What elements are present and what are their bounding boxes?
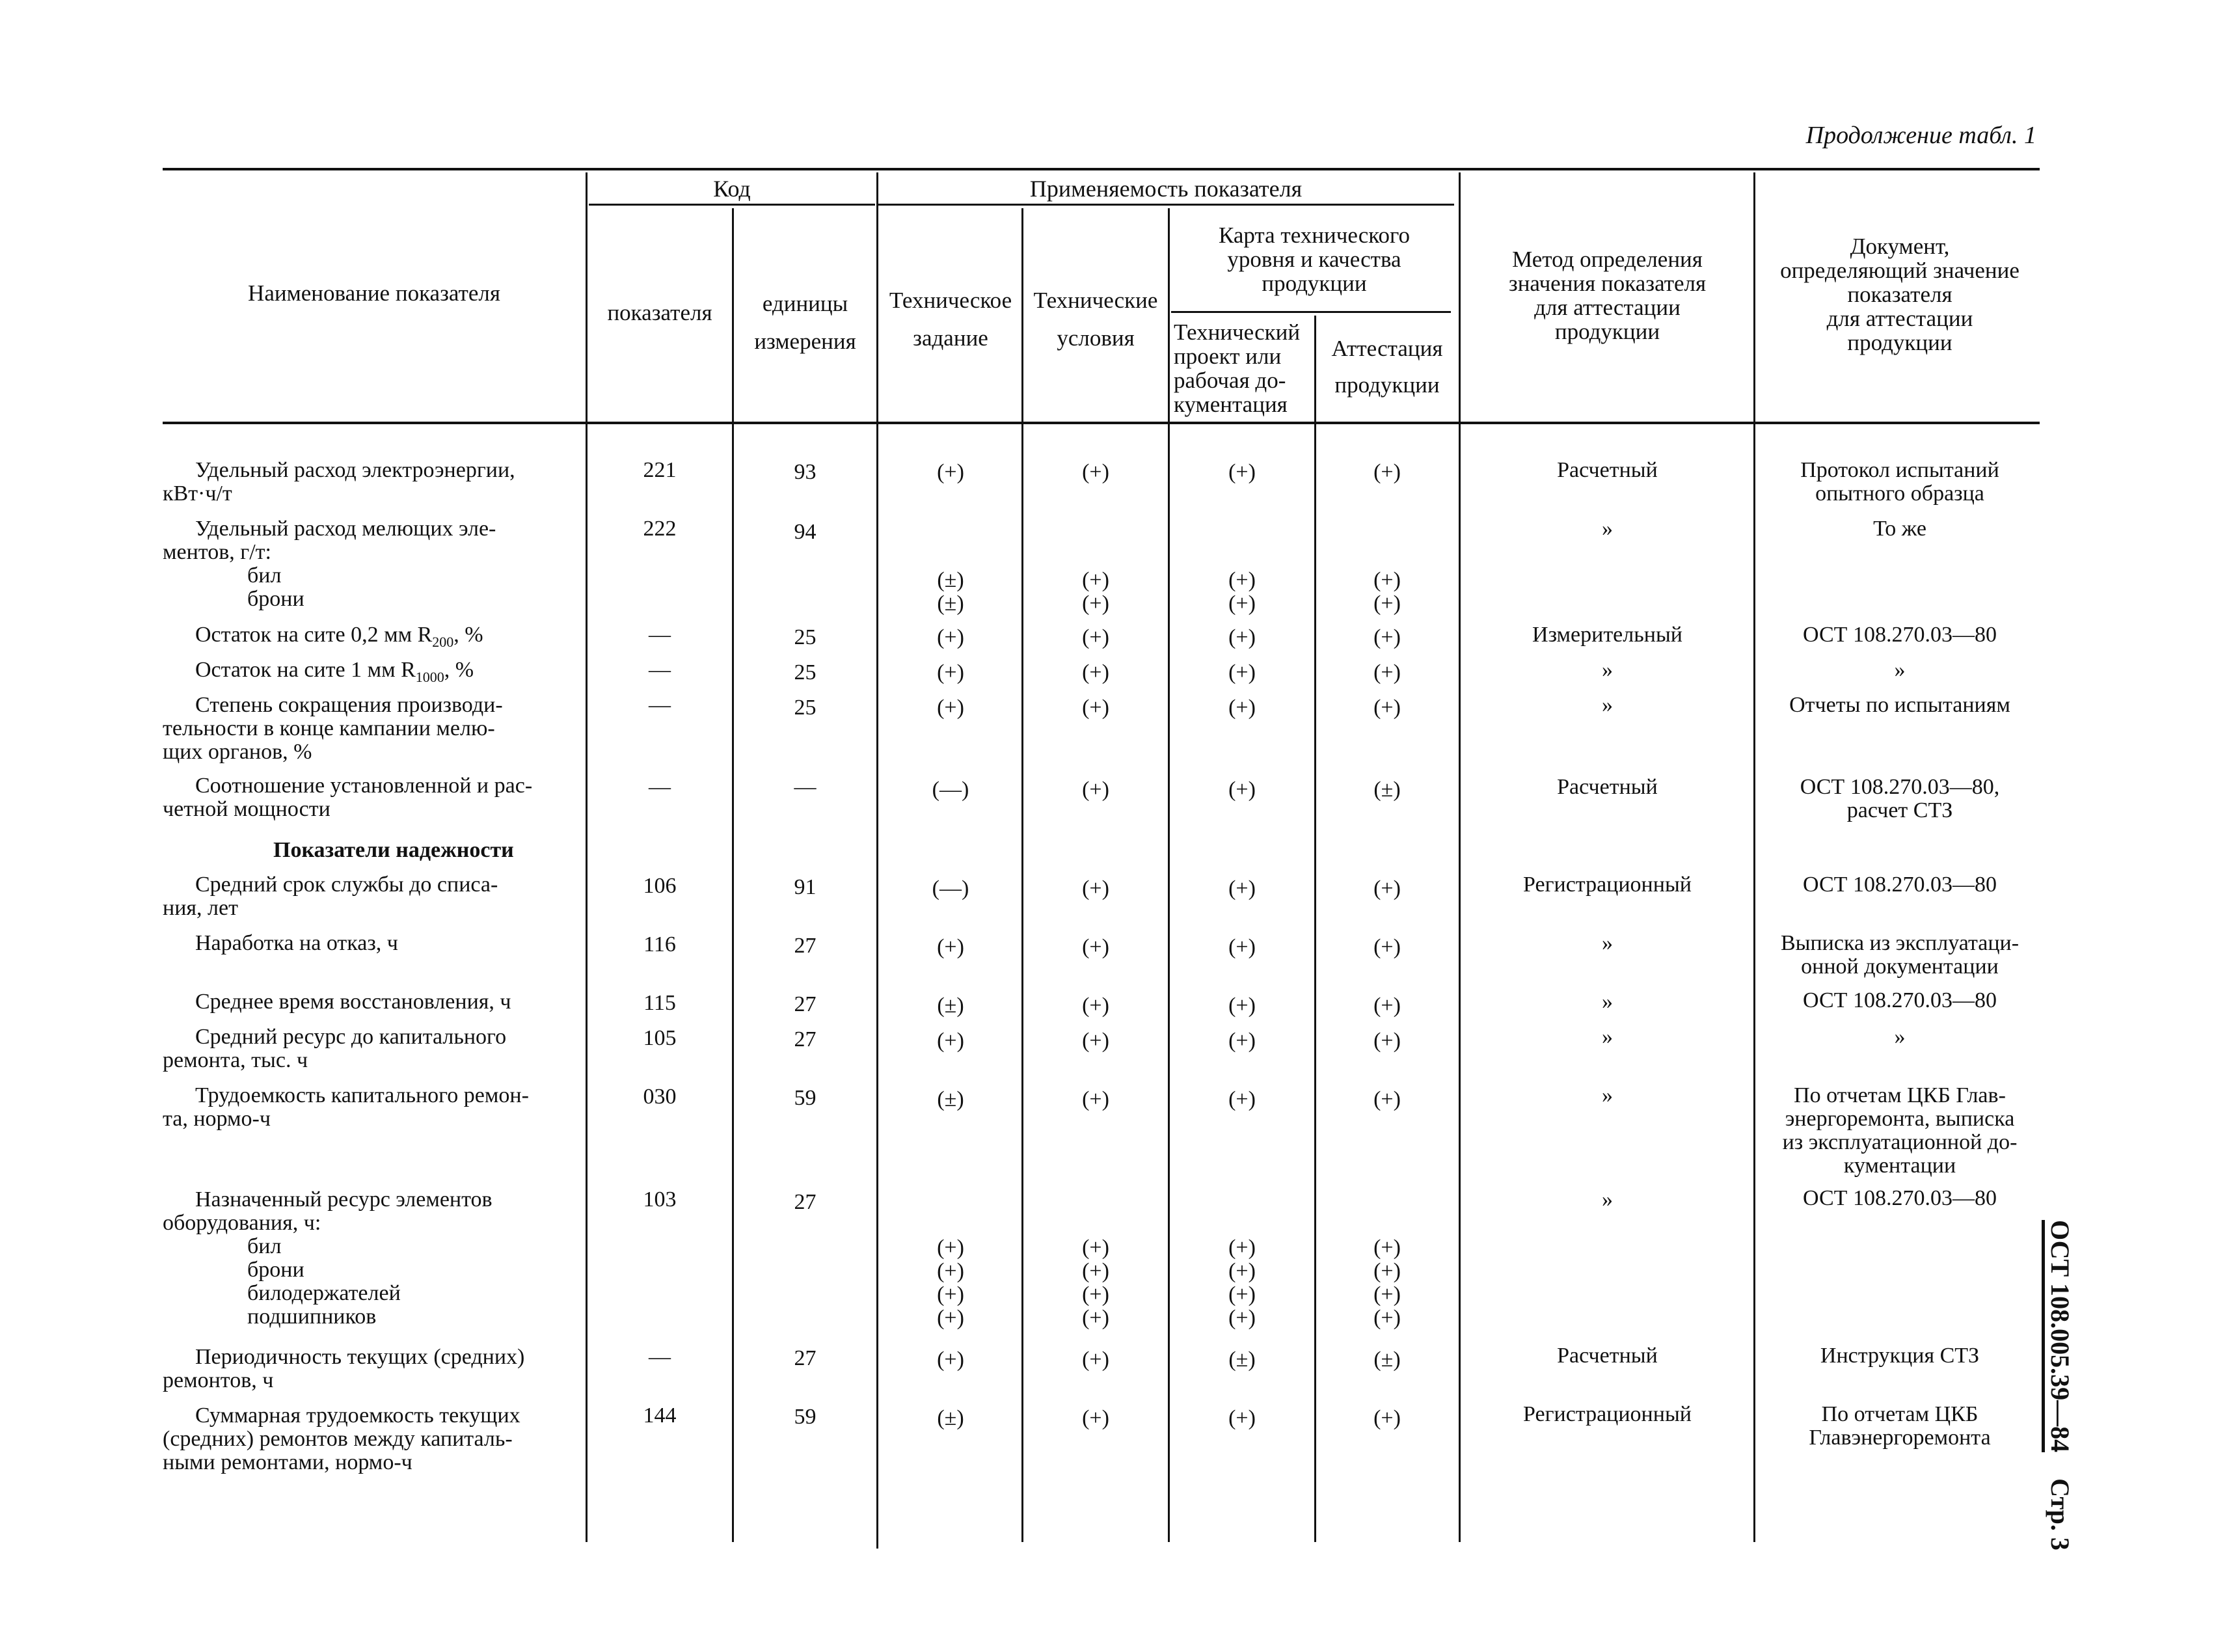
row-name-repair-periodicity: Периодичность текущих (средних) ремонтов, ч [163, 1345, 525, 1392]
row-name-resource-overhaul: Средний ресурс до капитального ремонта, тыс. ч [163, 1025, 507, 1072]
header-document-line4: для аттестации [1826, 306, 1973, 331]
row-document: ОСТ 108.270.03—80 [1803, 623, 1997, 647]
row-document: По отчетам ЦКБ Главэнергоремонта [1809, 1402, 1991, 1450]
row-document: По отчетам ЦКБ Глав- энергоремонта, выписка из эксплуатационной до- кументации [1782, 1083, 2018, 1178]
row-tu: (+) [1082, 1029, 1109, 1053]
row-code: 221 [643, 458, 677, 482]
row-proj: (+) [1228, 660, 1256, 684]
row-unit: 25 [794, 696, 817, 720]
row-unit: 25 [794, 625, 817, 649]
row-tz-sub: (±) (±) [937, 568, 964, 616]
header-applicability: Применяемость показателя [1029, 176, 1303, 202]
row-method: » [1602, 517, 1613, 541]
row-proj: (+) [1228, 696, 1256, 720]
row-code: — [649, 693, 671, 717]
row-code: — [649, 623, 671, 647]
row-code: — [649, 775, 671, 799]
row-method: Регистрационный [1523, 873, 1692, 897]
row-document: ОСТ 108.270.03—80, расчет СТЗ [1800, 775, 2000, 822]
row-tz: (±) [937, 1406, 964, 1430]
header-document-line5: продукции [1847, 330, 1952, 355]
row-tu: (+) [1082, 1347, 1109, 1372]
header-document-line1: Документ, [1850, 234, 1950, 259]
header-method-line3: для аттестации [1534, 295, 1681, 320]
row-tu: (+) [1082, 935, 1109, 959]
row-unit: 27 [794, 1346, 817, 1370]
row-code: 144 [643, 1403, 677, 1428]
row-att: (+) [1373, 876, 1401, 900]
header-card-line3: продукции [1262, 271, 1367, 296]
header-card-line2: уровня и качества [1227, 247, 1401, 272]
row-method: » [1602, 693, 1613, 717]
code-group-rule [589, 204, 875, 206]
row-code: 105 [643, 1026, 677, 1050]
col-divider-unit [876, 172, 878, 1549]
header-attest [1316, 331, 1458, 403]
row-unit: 27 [794, 992, 817, 1016]
row-document: ОСТ 108.270.03—80 [1803, 1186, 1997, 1210]
table-continuation-note: Продолжение табл. 1 [1805, 122, 2036, 149]
row-proj: (±) [1228, 1347, 1256, 1372]
row-att-sub: (+) (+) [1373, 568, 1401, 616]
row-method: Расчетный [1557, 458, 1658, 482]
header-project-line4: кументация [1174, 392, 1288, 417]
row-name-total-repair-labor: Суммарная трудоемкость текущих (средних) ремонтов между капиталь- ными ремонтами, нормо-ч [163, 1403, 520, 1474]
header-tech-cond-line1: Технические [1033, 288, 1158, 313]
row-method: Расчетный [1557, 775, 1658, 799]
row-tz: (+) [937, 935, 964, 959]
header-document [1757, 234, 2043, 355]
col-divider-att [1459, 172, 1461, 1542]
side-document-code: ОСТ 108.005.39—84 [2042, 1220, 2075, 1452]
row-document: Выписка из эксплуатаци- онной документации [1780, 931, 2020, 979]
row-document: ОСТ 108.270.03—80 [1803, 988, 1997, 1012]
header-project-line1: Технический [1174, 319, 1301, 345]
row-document: Отчеты по испытаниям [1789, 693, 2010, 717]
col-divider-tz [1021, 208, 1023, 1542]
header-document-line3: показателя [1847, 282, 1952, 307]
row-tz: (+) [937, 1347, 964, 1372]
row-tz: (+) [937, 460, 964, 484]
row-unit: 59 [794, 1086, 817, 1110]
row-unit: 91 [794, 875, 817, 899]
row-tu: (+) [1082, 876, 1109, 900]
row-unit: 94 [794, 520, 817, 544]
row-tz: (+) [937, 696, 964, 720]
header-method-line4: продукции [1554, 319, 1660, 344]
row-unit: 93 [794, 460, 817, 484]
header-code-unit [735, 285, 875, 360]
row-code: 222 [643, 517, 677, 541]
row-tu: (+) [1082, 460, 1109, 484]
row-method: » [1602, 990, 1613, 1014]
row-att: (+) [1373, 1406, 1401, 1430]
header-tech-task [878, 282, 1023, 357]
row-att-sub: (+) (+) (+) (+) [1373, 1236, 1401, 1330]
header-tech-task-line2: задание [913, 325, 988, 351]
section-reliability-heading: Показатели надежности [273, 838, 514, 862]
row-tz: (+) [937, 1029, 964, 1053]
row-tu: (+) [1082, 696, 1109, 720]
header-tech-task-line1: Техническое [889, 288, 1012, 313]
header-tech-cond [1023, 282, 1168, 357]
row-tu: (+) [1082, 994, 1109, 1018]
col-divider-code [732, 208, 734, 1542]
row-unit: — [794, 775, 817, 799]
header-document-line2: определяющий значение [1780, 258, 2020, 283]
row-name-assigned-resource: Назначенный ресурс элементов оборудования, ч: бил брони билодержателей подшипников [163, 1187, 493, 1329]
side-page-number: Стр. 3 [2046, 1478, 2075, 1550]
row-code: 030 [643, 1085, 677, 1109]
applicability-group-rule [878, 204, 1454, 206]
row-proj: (+) [1228, 460, 1256, 484]
row-att: (+) [1373, 994, 1401, 1018]
row-unit: 27 [794, 1027, 817, 1051]
row-document: » [1894, 1025, 1906, 1049]
row-tu-sub: (+) (+) [1082, 568, 1109, 616]
header-project-line2: проект или [1174, 344, 1282, 369]
row-name-electricity: Удельный расход электроэнергии, кВт·ч/т [163, 458, 515, 506]
row-document: Протокол испытаний опытного образца [1800, 458, 1999, 506]
header-attest-line2: продукции [1334, 372, 1440, 398]
row-tu: (+) [1082, 1406, 1109, 1430]
col-divider-method [1753, 172, 1755, 1542]
header-card-line1: Карта технического [1218, 223, 1411, 248]
row-method: » [1602, 658, 1613, 682]
header-bottom-rule [163, 422, 2040, 424]
row-document: ОСТ 108.270.03—80 [1803, 873, 1997, 897]
row-proj: (+) [1228, 1087, 1256, 1111]
row-tu: (+) [1082, 660, 1109, 684]
row-name-service-life: Средний срок службы до списа- ния, лет [163, 873, 498, 920]
row-proj: (+) [1228, 1029, 1256, 1053]
header-tech-cond-line2: условия [1057, 325, 1135, 351]
row-att: (+) [1373, 625, 1401, 649]
row-att: (+) [1373, 1087, 1401, 1111]
row-tz: (+) [937, 625, 964, 649]
row-tz: (—) [932, 778, 969, 802]
row-tu: (+) [1082, 778, 1109, 802]
row-code: — [649, 658, 671, 682]
row-name-recovery-time: Среднее время восстановления, ч [195, 990, 511, 1014]
row-method: Измерительный [1532, 623, 1682, 647]
row-proj: (+) [1228, 994, 1256, 1018]
row-tz: (±) [937, 1087, 964, 1111]
row-tu-sub: (+) (+) (+) (+) [1082, 1236, 1109, 1330]
row-name-productivity-reduction: Степень сокращения производи- тельности в конце кампании мелю- щих органов, % [163, 693, 503, 764]
row-tu: (+) [1082, 625, 1109, 649]
row-proj: (+) [1228, 935, 1256, 959]
row-document: » [1894, 658, 1906, 682]
row-code: 103 [643, 1187, 677, 1212]
row-name-mtbf: Наработка на отказ, ч [195, 931, 398, 955]
row-att: (±) [1373, 1347, 1401, 1372]
row-unit: 27 [794, 934, 817, 958]
row-att: (+) [1373, 696, 1401, 720]
row-name-residue-02: Остаток на сите 0,2 мм $R_{200}$, % [195, 623, 483, 650]
row-tz-sub: (+) (+) (+) (+) [937, 1236, 964, 1330]
header-method [1463, 247, 1752, 344]
row-tz: (+) [937, 660, 964, 684]
header-code-indicator: показателя [607, 300, 712, 325]
header-card [1171, 223, 1457, 295]
row-code: 116 [643, 932, 676, 956]
header-attest-line1: Аттестация [1331, 336, 1443, 361]
row-tz: (±) [937, 994, 964, 1018]
row-tz: (—) [932, 876, 969, 900]
row-proj: (+) [1228, 876, 1256, 900]
row-tu: (+) [1082, 1087, 1109, 1111]
row-name-grinding-elements: Удельный расход мелющих эле- ментов, г/т: бил брони [163, 517, 496, 611]
row-att: (+) [1373, 660, 1401, 684]
row-att: (+) [1373, 1029, 1401, 1053]
header-code-unit-line1: единицы [762, 291, 848, 316]
header-name: Наименование показателя [248, 280, 500, 306]
row-unit: 25 [794, 660, 817, 684]
header-method-line1: Метод определения [1512, 247, 1703, 272]
row-method: » [1602, 1025, 1613, 1049]
row-method: » [1602, 1083, 1613, 1107]
header-method-line2: значения показателя [1508, 271, 1707, 296]
row-att: (±) [1373, 778, 1401, 802]
row-name-power-ratio: Соотношение установленной и рас- четной мощности [163, 774, 533, 821]
header-project-line3: рабочая до- [1174, 368, 1286, 393]
row-proj: (+) [1228, 778, 1256, 802]
row-code: — [649, 1345, 671, 1369]
row-proj-sub: (+) (+) (+) (+) [1228, 1236, 1256, 1330]
row-method: Регистрационный [1523, 1402, 1692, 1426]
header-project [1170, 320, 1318, 416]
side-document-label [2036, 1220, 2075, 1550]
row-att: (+) [1373, 460, 1401, 484]
row-code: 115 [643, 991, 676, 1015]
header-code-unit-line2: измерения [754, 329, 856, 354]
col-divider-name [586, 172, 588, 1542]
row-method: » [1602, 931, 1613, 955]
row-name-residue-1: Остаток на сите 1 мм $R_{1000}$, % [195, 658, 474, 685]
row-code: 106 [643, 874, 677, 898]
card-group-rule [1171, 311, 1451, 313]
row-att: (+) [1373, 935, 1401, 959]
row-proj-sub: (+) (+) [1228, 568, 1256, 616]
row-unit: 59 [794, 1405, 817, 1429]
row-name-overhaul-labor: Трудоемкость капитального ремон- та, нормо-ч [163, 1083, 529, 1131]
table-top-rule [163, 168, 2040, 170]
row-proj: (+) [1228, 625, 1256, 649]
row-proj: (+) [1228, 1406, 1256, 1430]
row-unit: 27 [794, 1190, 817, 1214]
header-code-group: Код [713, 176, 751, 202]
row-method: » [1602, 1187, 1613, 1212]
row-document: Инструкция СТЗ [1820, 1344, 1980, 1368]
row-document: То же [1873, 517, 1926, 541]
row-method: Расчетный [1557, 1344, 1658, 1368]
